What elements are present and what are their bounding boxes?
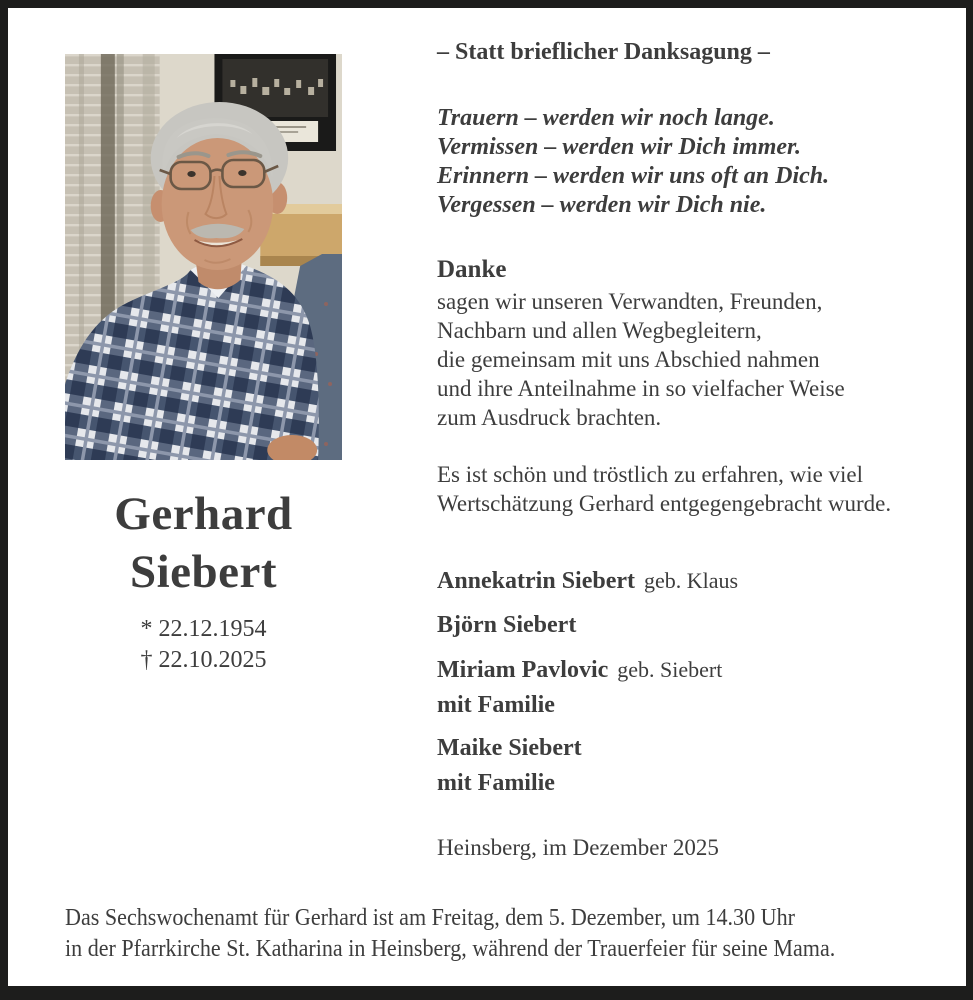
- mourner-entry: [437, 732, 591, 799]
- death-date: † 22.10.2025: [140, 647, 267, 673]
- mourner-entry: [437, 654, 722, 721]
- announcement-line: Das Sechswochenamt für Gerhard ist am Freitag, dem 5. Dezember, um 14.30 Uhr: [65, 905, 796, 931]
- dateline: Heinsberg, im Dezember 2025: [437, 835, 719, 860]
- mourner-name: Maike Siebert: [437, 735, 582, 761]
- thanks-line: die gemeinsam mit uns Abschied nahmen: [437, 347, 820, 372]
- mourner-suffix: geb. Klaus: [644, 568, 739, 593]
- mourner-family: mit Familie: [437, 692, 555, 718]
- mourner-entry: [437, 565, 738, 600]
- memorial-poem-line: Erinnern – werden wir uns oft an Dich.: [437, 163, 830, 189]
- life-dates: [65, 614, 342, 676]
- deceased-name: [65, 485, 342, 601]
- mourner-name: Annekatrin Siebert: [437, 568, 635, 594]
- portrait-photo: [65, 54, 342, 460]
- thanks-line: und ihre Anteilnahme in so vielfacher Weise: [437, 376, 845, 401]
- deceased-first-name: Gerhard: [114, 488, 293, 540]
- mourner-family: mit Familie: [437, 770, 555, 796]
- tribute-line: Wertschätzung Gerhard entgegengebracht wurde.: [437, 491, 892, 516]
- tribute-paragraph: [437, 460, 891, 518]
- thanks-line: sagen wir unseren Verwandten, Freunden,: [437, 289, 823, 314]
- mourner-entry: [437, 609, 585, 644]
- mourner-name: Björn Siebert: [437, 612, 577, 638]
- memorial-poem-line: Trauern – werden wir noch lange.: [437, 105, 775, 131]
- thanks-line: Nachbarn und allen Wegbegleitern,: [437, 318, 762, 343]
- thanks-paragraph: [437, 287, 845, 432]
- birth-date: * 22.12.1954: [140, 616, 267, 642]
- memorial-poem: [437, 104, 829, 220]
- announcement-line: in der Pfarrkirche St. Katharina in Heinsberg, während der Trauerfeier für seine Mama.: [65, 936, 836, 962]
- memorial-poem-line: Vergessen – werden wir Dich nie.: [437, 192, 767, 218]
- mourner-name: Miriam Pavlovic: [437, 657, 609, 683]
- memorial-poem-line: Vermissen – werden wir Dich immer.: [437, 134, 802, 160]
- thanks-line: zum Ausdruck brachten.: [437, 405, 662, 430]
- tribute-line: Es ist schön und tröstlich zu erfahren, wie viel: [437, 462, 864, 487]
- danke-heading: Danke: [437, 256, 507, 283]
- mourner-suffix: geb. Siebert: [617, 657, 723, 682]
- memorial-service-announcement: [65, 903, 835, 965]
- notice-header: – Statt brieflicher Danksagung –: [437, 39, 770, 65]
- deceased-last-name: Siebert: [129, 546, 278, 598]
